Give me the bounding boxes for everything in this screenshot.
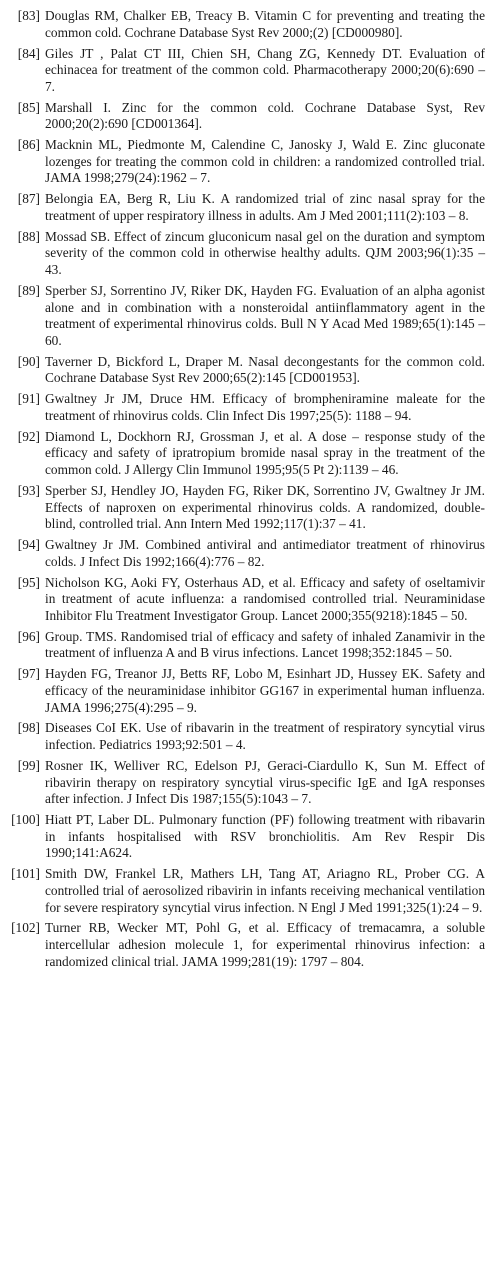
reference-text: Marshall I. Zinc for the common cold. Cochrane Database Syst, Rev 2000;20(2):690 [CD001364]. <box>45 99 485 132</box>
reference-number: [83] <box>17 8 40 23</box>
reference-number: [84] <box>17 45 40 61</box>
reference-text: Group. TMS. Randomised trial of efficacy and safety of inhaled Zanamivir in the treatment of influenza A and B virus infections. Lancet 1998;352:1845 – 50. <box>45 628 485 661</box>
reference-number: [98] <box>17 720 40 736</box>
reference-item <box>7 229 485 279</box>
reference-number: [87] <box>17 191 40 207</box>
reference-item <box>7 537 485 570</box>
reference-item <box>7 100 485 133</box>
reference-item <box>7 191 485 224</box>
reference-text: Gwaltney Jr JM. Combined antiviral and antimediator treatment of rhinovirus colds. J Infect Dis 1992;166(4):776 – 82. <box>45 537 485 569</box>
reference-text: Rosner IK, Welliver RC, Edelson PJ, Geraci-Ciardullo K, Sun M. Effect of ribavirin therapy on respiratory syncytial virus-specific IgE and IgA responses after infection. J Infect Dis 1987;155(5):1043 – 7. <box>45 757 485 807</box>
reference-number: [93] <box>17 482 40 498</box>
reference-number: [89] <box>17 282 40 298</box>
reference-text: Sperber SJ, Hendley JO, Hayden FG, Riker DK, Sorrentino JV, Gwaltney Jr JM. Effects of naproxen on experimental rhinovirus colds. A randomized, double-blind, controlled trial. Ann Intern Med 1992;117(1):37 – 41. <box>45 482 485 532</box>
reference-item <box>7 720 485 753</box>
reference-item <box>7 629 485 662</box>
reference-item <box>7 391 485 424</box>
reference-item <box>7 283 485 350</box>
reference-number: [90] <box>17 353 40 369</box>
reference-text: Turner RB, Wecker MT, Pohl G, et al. Efficacy of tremacamra, a soluble intercellular adhesion molecule 1, for experimental rhinovirus infection: a randomized clinical trial. JAMA 1999;281(19): 1797 – 804. <box>45 920 485 969</box>
reference-text: Belongia EA, Berg R, Liu K. A randomized trial of zinc nasal spray for the treatment of upper respiratory illness in adults. Am J Med 2001;111(2):103 – 8. <box>45 191 485 223</box>
reference-item <box>7 666 485 716</box>
reference-text: Smith DW, Frankel LR, Mathers LH, Tang AT, Ariagno RL, Prober CG. A controlled trial of aerosolized ribavirin in infants receiving mechanical ventilation for severe respiratory syncytial virus infection. N Engl J Med 1991;325(1):24 – 9. <box>45 866 485 915</box>
reference-item <box>7 137 485 187</box>
reference-number: [88] <box>17 228 40 244</box>
reference-item <box>7 812 485 862</box>
reference-item <box>7 354 485 387</box>
reference-number: [92] <box>17 428 40 444</box>
reference-number: [95] <box>17 574 40 590</box>
reference-text: Diamond L, Dockhorn RJ, Grossman J, et al. A dose – response study of the efficacy and safety of ipratropium bromide nasal spray in the treatment of the common cold. J Allergy Clin Immunol 1995;95(5 Pt 2):1139 – 46. <box>45 428 485 478</box>
reference-number: [102] <box>11 920 40 936</box>
reference-item <box>7 46 485 96</box>
reference-text: Sperber SJ, Sorrentino JV, Riker DK, Hayden FG. Evaluation of an alpha agonist alone and in combination with a nonsteroidal antiinflammatory agent in the treatment of experimental rhinovirus colds. Bull N Y Acad Med 1989;65(1):145 – 60. <box>45 282 485 348</box>
reference-number: [86] <box>17 137 40 153</box>
reference-number: [97] <box>17 666 40 682</box>
reference-text: Mossad SB. Effect of zincum gluconicum nasal gel on the duration and symptom severity of the common cold in otherwise healthy adults. QJM 2003;96(1):35 – 43. <box>45 228 485 278</box>
reference-number: [96] <box>17 628 40 644</box>
reference-list <box>7 8 485 970</box>
reference-item <box>7 429 485 479</box>
reference-text: Taverner D, Bickford L, Draper M. Nasal decongestants for the common cold. Cochrane Database Syst Rev 2000;65(2):145 [CD001953]. <box>45 353 485 386</box>
reference-text: Gwaltney Jr JM, Druce HM. Efficacy of brompheniramine maleate for the treatment of rhinovirus colds. Clin Infect Dis 1997;25(5): 1188 – 94. <box>45 391 485 423</box>
reference-item <box>7 575 485 625</box>
reference-text: Nicholson KG, Aoki FY, Osterhaus AD, et al. Efficacy and safety of oseltamivir in treatment of acute influenza: a randomised controlled trial. Neuraminidase Inhibitor Flu Treatment Investigator Group. Lancet 2000;355(9218):1845 – 50. <box>45 574 485 623</box>
reference-item <box>7 758 485 808</box>
reference-text: Hayden FG, Treanor JJ, Betts RF, Lobo M, Esinhart JD, Hussey EK. Safety and efficacy of the neuraminidase inhibitor GG167 in experimental human influenza. JAMA 1996;275(4):295 – 9. <box>45 666 485 715</box>
reference-item <box>7 866 485 916</box>
reference-number: [85] <box>17 99 40 115</box>
reference-number: [101] <box>11 866 40 882</box>
reference-number: [99] <box>17 757 40 773</box>
reference-text: Diseases CoI EK. Use of ribavarin in the treatment of respiratory syncytial virus infection. Pediatrics 1993;92:501 – 4. <box>45 720 485 753</box>
reference-number: [94] <box>17 537 40 553</box>
reference-item <box>7 8 485 41</box>
reference-text: Douglas RM, Chalker EB, Treacy B. Vitamin C for preventing and treating the common cold. Cochrane Database Syst Rev 2000;(2) [CD000980]. <box>45 8 485 40</box>
reference-number: [91] <box>17 391 40 407</box>
reference-item <box>7 920 485 970</box>
reference-number: [100] <box>11 812 40 828</box>
reference-item <box>7 483 485 533</box>
reference-text: Giles JT , Palat CT III, Chien SH, Chang ZG, Kennedy DT. Evaluation of echinacea for treatment of the common cold. Pharmacotherapy 2000;20(6):690 – 7. <box>45 45 485 94</box>
reference-text: Macknin ML, Piedmonte M, Calendine C, Janosky J, Wald E. Zinc gluconate lozenges for treating the common cold in children: a randomized controlled trial. JAMA 1998;279(24):1962 – 7. <box>45 137 485 186</box>
reference-text: Hiatt PT, Laber DL. Pulmonary function (PF) following treatment with ribavarin in infants hospitalised with RSV bronchiolitis. Am Rev Respir Dis 1990;141:A624. <box>45 812 485 861</box>
